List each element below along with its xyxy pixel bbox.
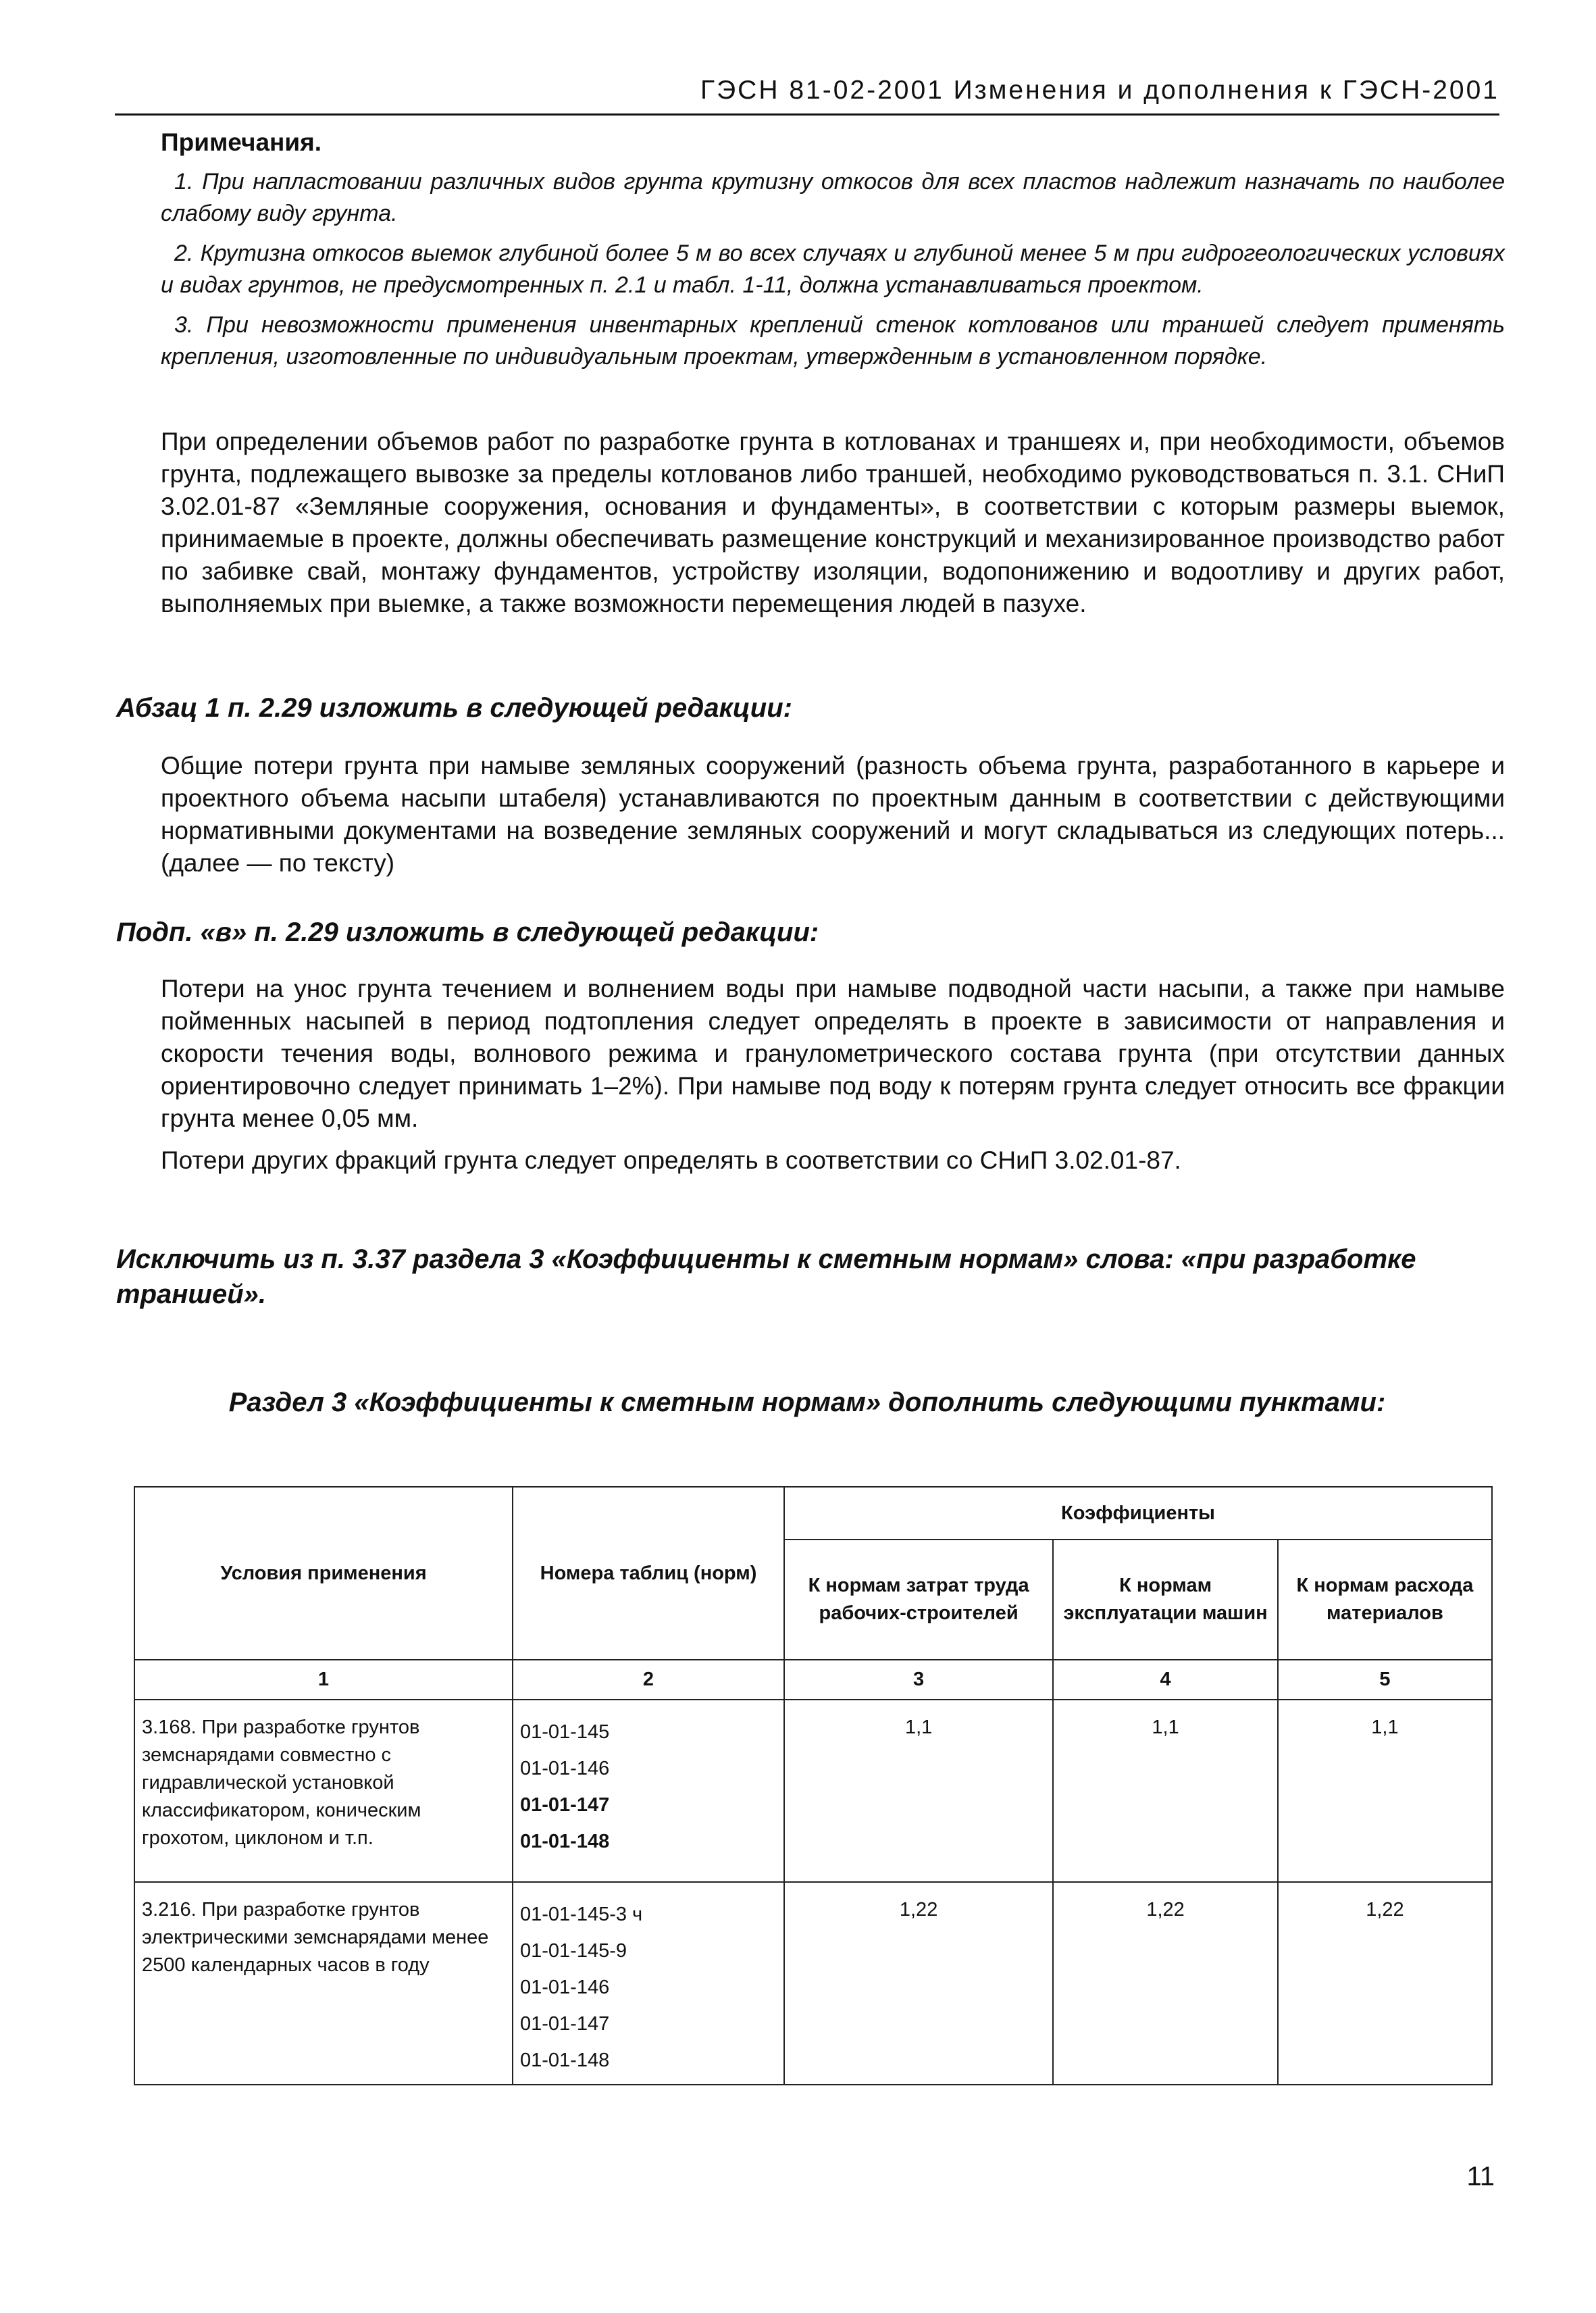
row-machines-coefficient: 1,22 [1053, 1882, 1278, 2085]
header-materials: К нормам расхода материалов [1278, 1540, 1492, 1660]
column-number: 4 [1053, 1660, 1278, 1700]
table-code: 01-01-147 [520, 1794, 610, 1816]
heading-section-3: Раздел 3 «Коэффициенты к сметным нормам» дополнить следующими пунктами: [228, 1388, 1386, 1417]
column-number: 2 [513, 1660, 784, 1700]
header-machines: К нормам эксплуатации машин [1053, 1540, 1278, 1660]
row-labor-coefficient: 1,1 [784, 1700, 1053, 1882]
table-code: 01-01-145-3 ч [520, 1904, 643, 1925]
coefficients-table [134, 1486, 1493, 2085]
paragraph-2: Общие потери грунта при намыве земляных сооружений (разность объема грунта, разработанного в карьере и проектного объема насыпи штабеля) устанавливаются по проектным данным в соответствии с действующими нормативными документами на возведение земляных сооружений и могут складываться из следующих потерь... (далее — по тексту) [161, 752, 1505, 877]
header-labor: К нормам затрат труда рабочих-строителей [784, 1540, 1053, 1660]
column-numbers-row [134, 1660, 1492, 1700]
heading-paragraph-2-29: Абзац 1 п. 2.29 изложить в следующей редакции: [116, 693, 792, 723]
row-condition: 3.168. При разработке грунтов земснарядами совместно с гидравлической установкой классификатором, коническим грохотом, циклоном и т.п. [134, 1700, 513, 1882]
paragraph-4: Потери других фракций грунта следует определять в соответствии со СНиП 3.02.01-87. [161, 1146, 1181, 1174]
table-header-row [134, 1487, 1492, 1540]
table-code: 01-01-145-9 [520, 1940, 627, 1962]
header-conditions: Условия применения [134, 1487, 513, 1660]
note-1: 1. При напластовании различных видов грунта крутизну откосов для всех пластов надлежит назначать по наиболее слабому виду грунта. [161, 169, 1505, 226]
paragraph-1: При определении объемов работ по разработке грунта в котлованах и траншеях и, при необходимости, объемов грунта, подлежащего вывозке за пределы котлованов либо траншей, необходимо руководствоваться п. 3.1. СНиП 3.02.01-87 «Земляные сооружения, основания и фундаменты», в соответствии с которым размеры выемок, принимаемые в проекте, должны обеспечивать размещение конструкций и механизированное производство работ по забивке свай, монтажу фундаментов, устройству изоляции, водопонижению и водоотливу и других работ, выполняемых при выемке, а также возможности перемещения людей в пазухе. [161, 428, 1505, 617]
table-code: 01-01-146 [520, 1758, 610, 1779]
header-rule [115, 113, 1499, 116]
paragraph-soil-losses [161, 750, 1505, 889]
column-number: 1 [134, 1660, 513, 1700]
note-3: 3. При невозможности применения инвентарных креплений стенок котлованов или траншей следует применять крепления, изготовленные по индивидуальным проектам, утвержденным в установленном порядке. [161, 312, 1505, 370]
table-row [134, 1882, 1492, 2085]
row-materials-coefficient: 1,22 [1278, 1882, 1492, 2085]
table-code: 01-01-148 [520, 2050, 610, 2071]
row-condition: 3.216. При разработке грунтов электрическими земснарядами менее 2500 календарных часов в году [134, 1882, 513, 2085]
row-tables [513, 1700, 784, 1882]
row-tables [513, 1882, 784, 2085]
notes-title: Примечания. [161, 128, 321, 156]
header-tables: Номера таблиц (норм) [513, 1487, 784, 1660]
notes-block [161, 128, 1505, 381]
table-code: 01-01-148 [520, 1831, 610, 1852]
heading-exclude-3-37: Исключить из п. 3.37 раздела 3 «Коэффициенты к сметным нормам» слова: «при разработке траншей». [116, 1244, 1416, 1309]
page-number: 11 [1466, 2162, 1495, 2191]
heading-subparagraph-v: Подп. «в» п. 2.29 изложить в следующей редакции: [116, 917, 819, 947]
paragraph-excavation-volumes [161, 426, 1505, 630]
running-header: ГЭСН 81-02-2001 Изменения и дополнения к ГЭСН-2001 [700, 76, 1499, 105]
column-number: 3 [784, 1660, 1053, 1700]
table-code: 01-01-147 [520, 2013, 610, 2035]
table-code: 01-01-145 [520, 1721, 610, 1743]
note-2: 2. Крутизна откосов выемок глубиной более 5 м во всех случаях и глубиной менее 5 м при гидрогеологических условиях и видах грунтов, не предусмотренных п. 2.1 и табл. 1-11, должна устанавливаться проектом. [161, 240, 1505, 298]
paragraph-3: Потери на унос грунта течением и волнением воды при намыве подводной части насыпи, а также при намыве пойменных насыпей в период подтопления следует определять в проекте в зависимости от направления и скорости течения воды, волнового режима и гранулометрического состава грунта (при отсутствии данных ориентировочно следует принимать 1–2%). При намыве под воду к потерям грунта следует относить все фракции грунта менее 0,05 мм. [161, 975, 1505, 1132]
row-machines-coefficient: 1,1 [1053, 1700, 1278, 1882]
row-materials-coefficient: 1,1 [1278, 1700, 1492, 1882]
table-code: 01-01-146 [520, 1977, 610, 1998]
header-coefficients: Коэффициенты [784, 1487, 1492, 1540]
table-row [134, 1700, 1492, 1882]
column-number: 5 [1278, 1660, 1492, 1700]
row-labor-coefficient: 1,22 [784, 1882, 1053, 2085]
paragraph-washout-losses [161, 973, 1505, 1186]
